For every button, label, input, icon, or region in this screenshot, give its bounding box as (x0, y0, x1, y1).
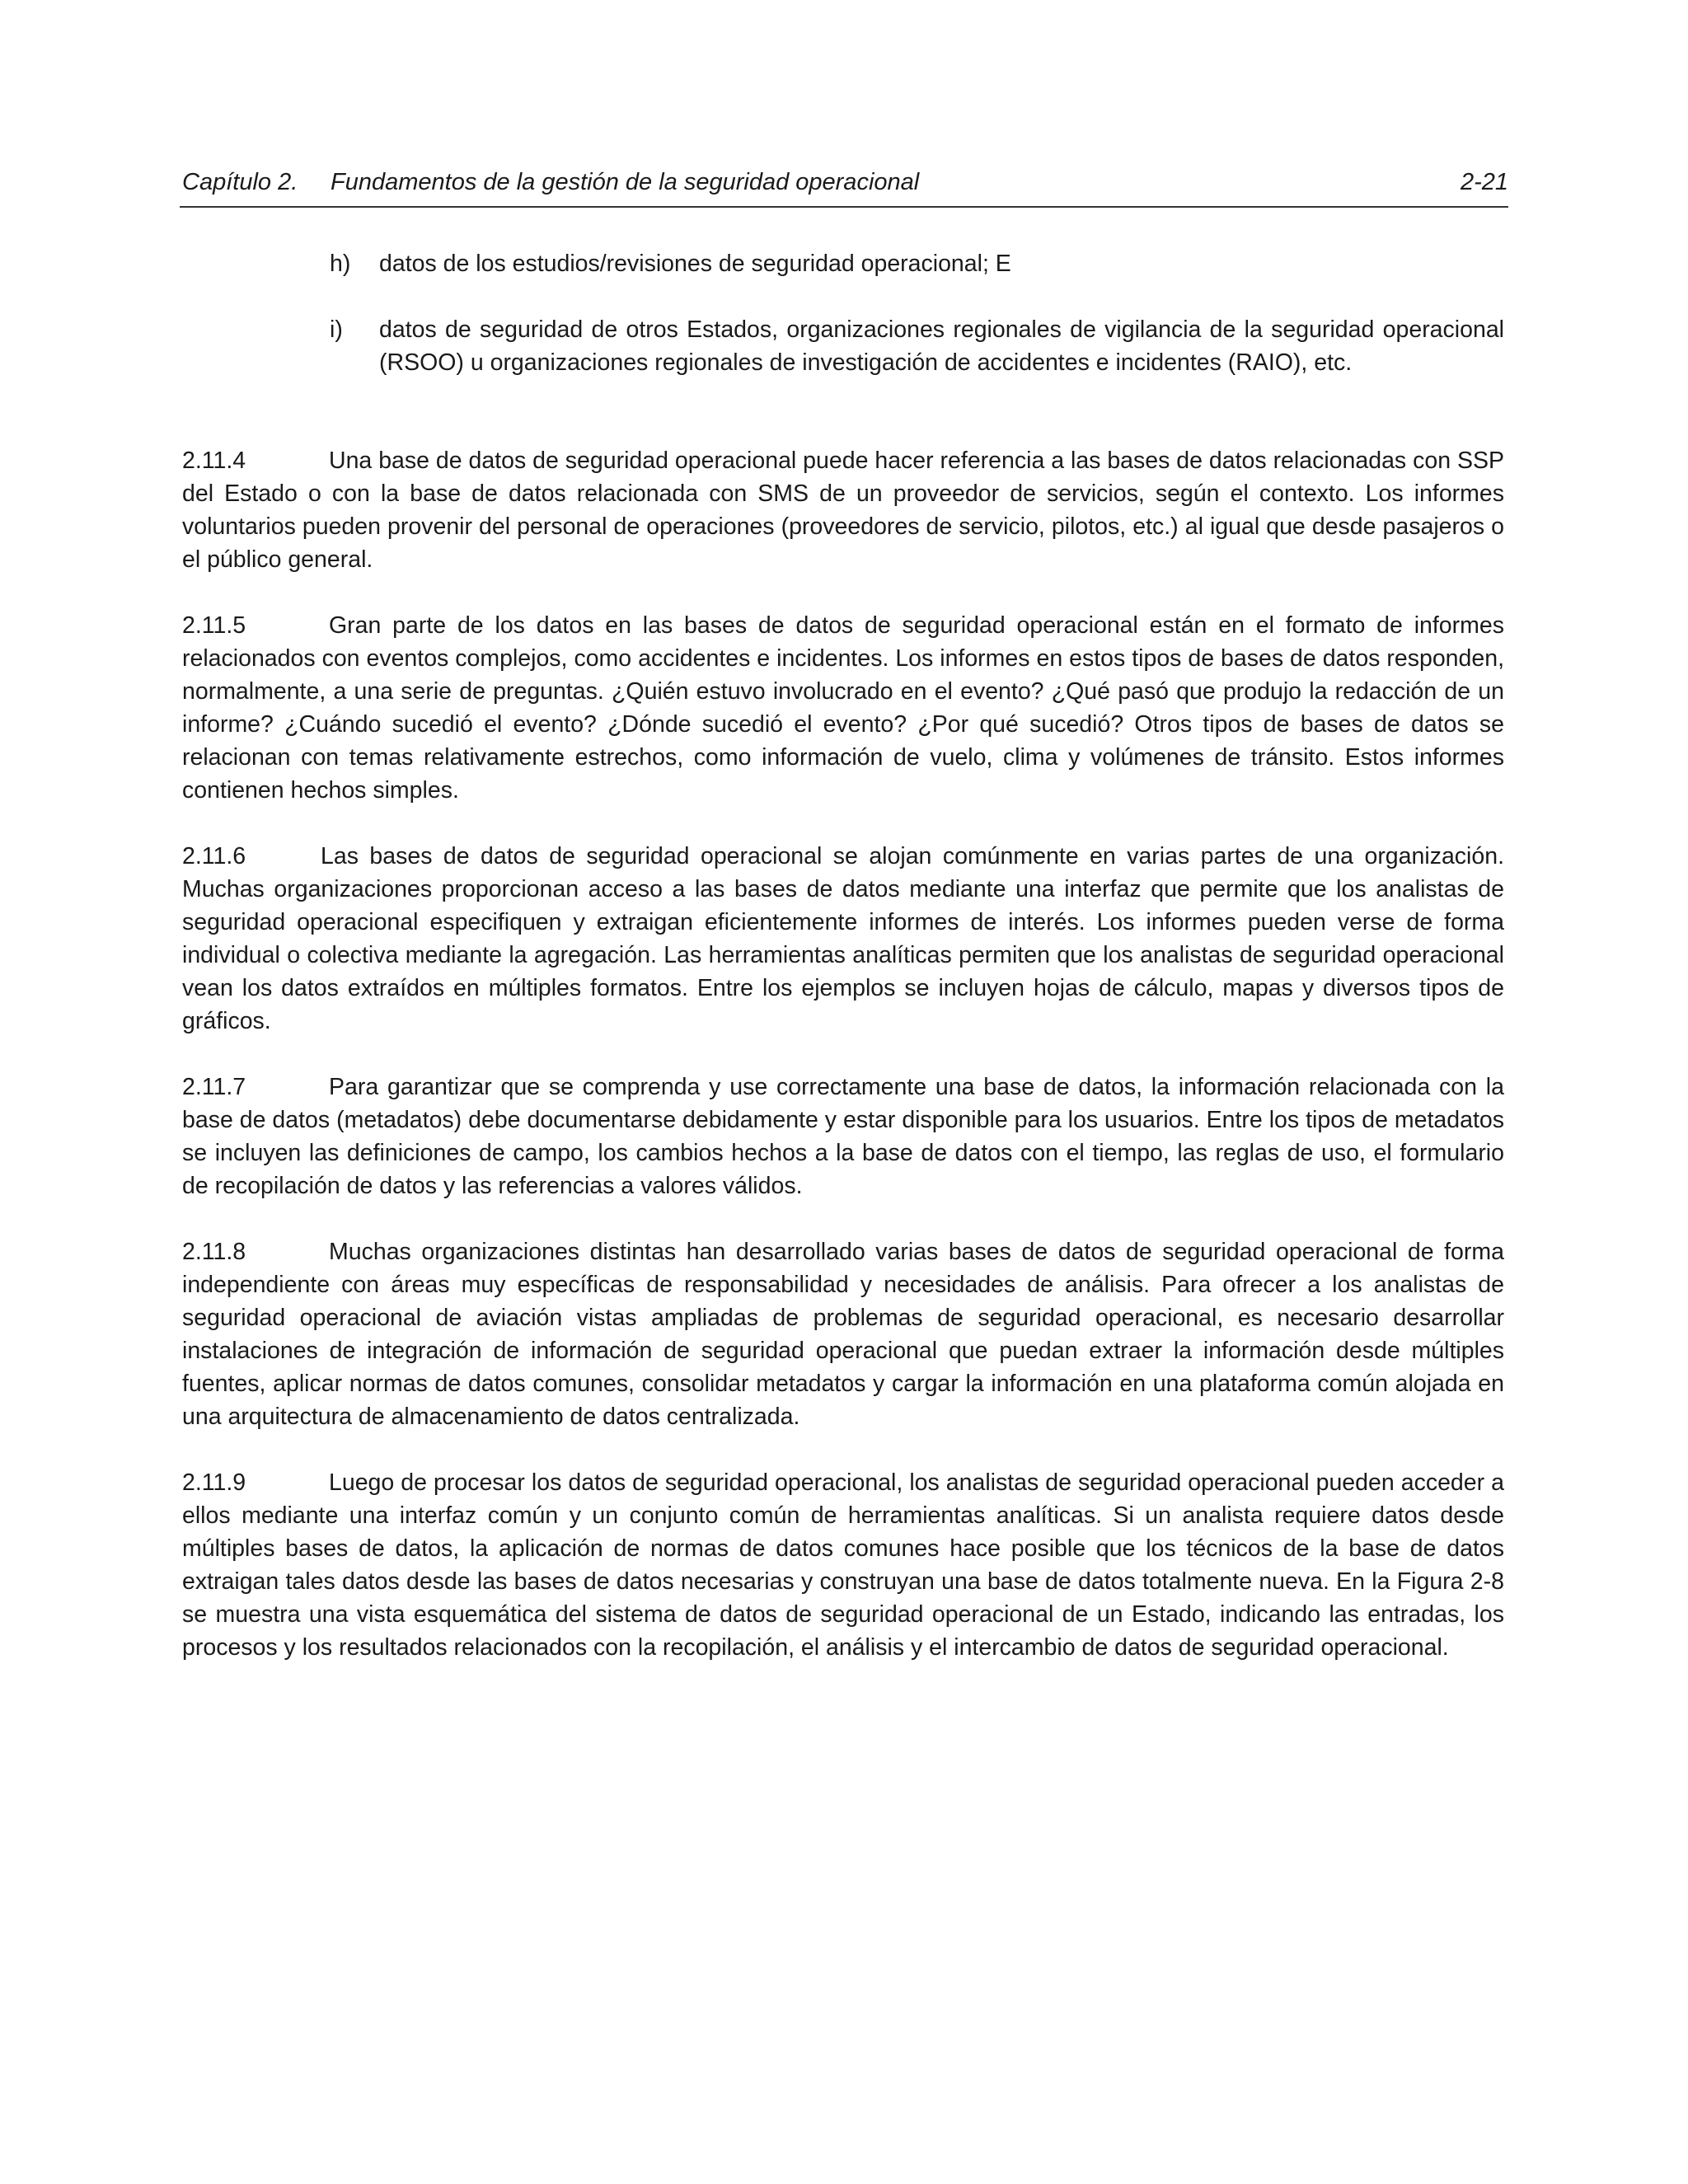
paragraph-2-11-8 (182, 1235, 1504, 1433)
paragraph-number: 2.11.4 (182, 448, 246, 474)
list-item-h (330, 247, 1504, 280)
header-chapter: Capítulo 2. (182, 169, 298, 195)
list-item-text: datos de los estudios/revisiones de seguridad operacional; E (379, 251, 1011, 277)
paragraph-text: Las bases de datos de seguridad operacional se alojan comúnmente en varias partes de una organización. Muchas organizaciones proporcionan acceso a las bases de datos mediante una interfaz que permite que los analistas de seguridad operacional especifiquen y extraigan eficientemente informes de interés. Los informes pueden verse de forma individual o colectiva mediante la agregación. Las herramientas analíticas permiten que los analistas de seguridad operacional vean los datos extraídos en múltiples formatos. Entre los ejemplos se incluyen hojas de cálculo, mapas y diversos tipos de gráficos. (182, 843, 1504, 1034)
list-marker: i) (330, 316, 343, 343)
paragraph-number: 2.11.5 (182, 612, 246, 639)
paragraph-text: Gran parte de los datos en las bases de datos de seguridad operacional están en el formato de informes relacionados con eventos complejos, como accidentes e incidentes. Los informes en estos tipos de bases de datos responden, normalmente, a una serie de preguntas. ¿Quién estuvo involucrado en el evento? ¿Qué pasó que produjo la redacción de un informe? ¿Cuándo sucedió el evento? ¿Dónde sucedió el evento? ¿Por qué sucedió? Otros tipos de bases de datos se relacionan con temas relativamente estrechos, como información de vuelo, clima y volúmenes de tránsito. Estos informes contienen hechos simples. (182, 612, 1504, 804)
paragraph-text: Luego de procesar los datos de seguridad operacional, los analistas de seguridad operacional pueden acceder a ellos mediante una interfaz común y un conjunto común de herramientas analíticas. Si un analista requiere datos desde múltiples bases de datos, la aplicación de normas de datos comunes hace posible que los técnicos de la base de datos extraigan tales datos desde las bases de datos necesarias y construyan una base de datos totalmente nueva. En la Figura 2-8 se muestra una vista esquemática del sistema de datos de seguridad operacional de un Estado, indicando las entradas, los procesos y los resultados relacionados con la recopilación, el análisis y el intercambio de datos de seguridad operacional. (182, 1469, 1504, 1661)
paragraph-2-11-4 (182, 444, 1504, 576)
paragraph-2-11-7 (182, 1071, 1504, 1202)
paragraph-number: 2.11.7 (182, 1074, 246, 1100)
paragraph-2-11-9 (182, 1466, 1504, 1664)
list-marker: h) (330, 251, 351, 277)
paragraph-text: Una base de datos de seguridad operacional puede hacer referencia a las bases de datos relacionadas con SSP del Estado o con la base de datos relacionada con SMS de un proveedor de servicios, según el contexto. Los informes voluntarios pueden provenir del personal de operaciones (proveedores de servicio, pilotos, etc.) al igual que desde pasajeros o el público general. (182, 448, 1504, 573)
list-item-text: datos de seguridad de otros Estados, organizaciones regionales de vigilancia de la seguridad operacional (RSOO) u organizaciones regionales de investigación de accidentes e incidentes (RAIO), etc. (379, 316, 1504, 376)
header-title: Fundamentos de la gestión de la seguridad operacional (331, 169, 920, 195)
list-item-i (330, 313, 1504, 379)
paragraph-2-11-5 (182, 609, 1504, 807)
paragraph-number: 2.11.6 (182, 843, 246, 869)
paragraph-number: 2.11.8 (182, 1239, 246, 1265)
paragraph-text: Para garantizar que se comprenda y use correctamente una base de datos, la información relacionada con la base de datos (metadatos) debe documentarse debidamente y estar disponible para los usuarios. Entre los tipos de metadatos se incluyen las definiciones de campo, los cambios hechos a la base de datos con el tiempo, las reglas de uso, el formulario de recopilación de datos y las referencias a valores válidos. (182, 1074, 1504, 1199)
paragraph-text: Muchas organizaciones distintas han desarrollado varias bases de datos de seguridad operacional de forma independiente con áreas muy específicas de responsabilidad y necesidades de análisis. Para ofrecer a los analistas de seguridad operacional de aviación vistas ampliadas de problemas de seguridad operacional, es necesario desarrollar instalaciones de integración de información de seguridad operacional que puedan extraer la información desde múltiples fuentes, aplicar normas de datos comunes, consolidar metadatos y cargar la información en una plataforma común alojada en una arquitectura de almacenamiento de datos centralizada. (182, 1239, 1504, 1430)
running-header (180, 165, 1508, 208)
paragraph-2-11-6 (182, 840, 1504, 1038)
page-number: 2-21 (1460, 169, 1508, 195)
paragraph-number: 2.11.9 (182, 1469, 246, 1496)
